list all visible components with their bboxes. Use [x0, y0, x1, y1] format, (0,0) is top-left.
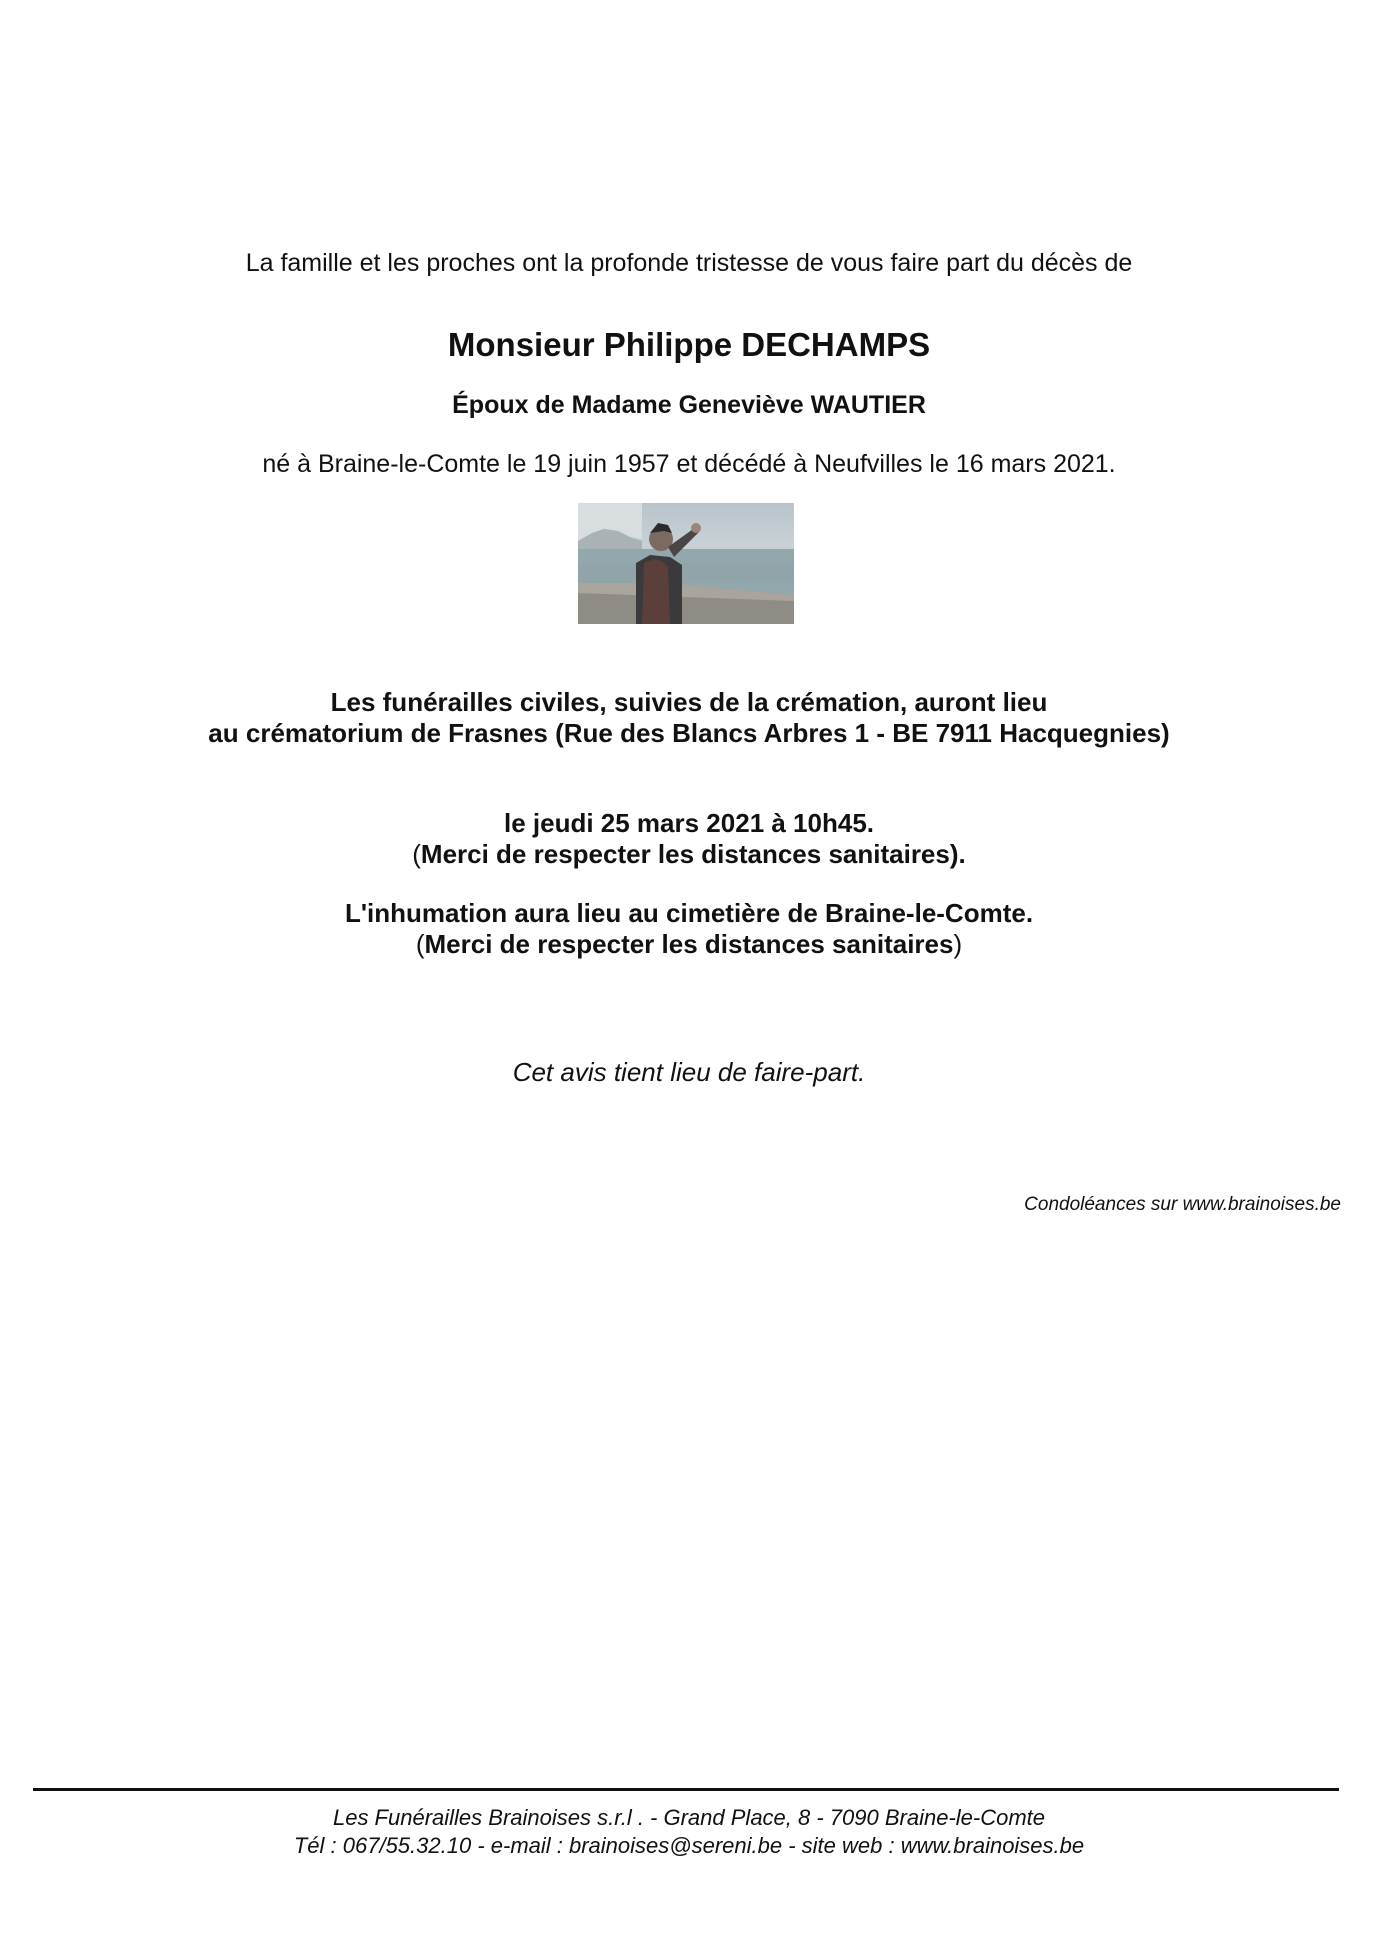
distancing-note-1	[0, 839, 1378, 870]
funeral-line-2: au crématorium de Frasnes (Rue des Blancs Arbres 1 - BE 7911 Hacquegnies)	[208, 718, 1170, 748]
ceremony-datetime: le jeudi 25 mars 2021 à 10h45.	[503, 808, 875, 838]
birth-death-dates: né à Braine-le-Comte le 19 juin 1957 et décédé à Neufvilles le 16 mars 2021.	[262, 450, 1116, 478]
portrait-photo	[578, 503, 794, 624]
deceased-name: Monsieur Philippe DECHAMPS	[447, 326, 931, 363]
spouse-line: Époux de Madame Geneviève WAUTIER	[452, 391, 926, 419]
distancing-text-2: Merci de respecter les distances sanitaires	[424, 929, 954, 959]
condolences-link[interactable]: Condoléances sur www.brainoises.be	[1024, 1194, 1341, 1215]
paren-open-2: (	[415, 929, 425, 959]
portrait-photo-drawing	[578, 503, 794, 624]
footer-address: Les Funérailles Brainoises s.r.l . - Grand Place, 8 - 7090 Braine-le-Comte	[332, 1805, 1046, 1830]
paren-open: (	[412, 839, 421, 869]
distancing-note-2	[0, 929, 1378, 960]
funeral-line-1: Les funérailles civiles, suivies de la crémation, auront lieu	[330, 687, 1048, 717]
intro-text: La famille et les proches ont la profonde tristesse de vous faire part du décès de	[245, 249, 1133, 277]
distancing-text-1: Merci de respecter les distances sanitaires).	[420, 839, 966, 869]
inhumation-line: L'inhumation aura lieu au cimetière de Braine-le-Comte.	[344, 898, 1034, 928]
notice-text: Cet avis tient lieu de faire-part.	[512, 1057, 866, 1087]
paren-close-2: )	[953, 929, 963, 959]
footer-contact: Tél : 067/55.32.10 - e-mail : brainoises@sereni.be - site web : www.brainoises.be	[293, 1833, 1085, 1858]
footer-divider	[33, 1788, 1339, 1791]
